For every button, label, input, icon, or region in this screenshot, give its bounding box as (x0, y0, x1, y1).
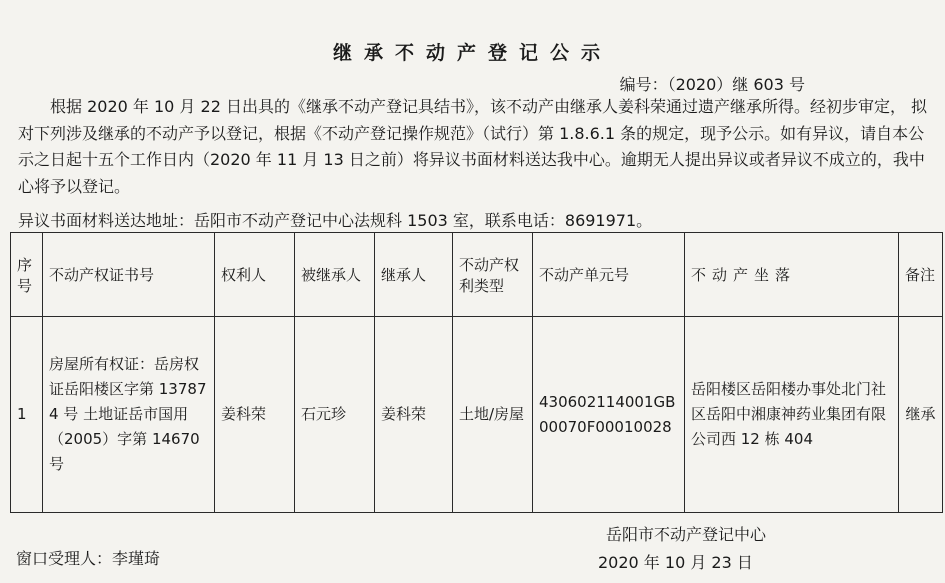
issuing-organization: 岳阳市不动产登记中心 (606, 525, 767, 544)
issue-date: 2020 年 10 月 23 日 (598, 553, 753, 572)
header-cert: 不动产权证书号 (43, 233, 215, 317)
notice-body (18, 94, 933, 200)
notice-paragraph: 根据 2020 年 10 月 22 日出具的《继承不动产登记具结书》，该不动产由继承人姜科荣通过遗产继承所得。经初步审定， 拟对下列涉及继承的不动产予以登记，根据《不动产登记操作规范》（试行）第 1.8.6.1 条的规定，现予公示。如有异议，请自本公示之日起十五个工作日内（2020 年 11 月 13 日之前）将异议书面材料送达我中心。逾期无人提出异议或者异议不成立的，我中心将予以登记。 (18, 97, 928, 196)
header-type: 不动产权利类型 (453, 233, 533, 317)
cell-holder: 姜科荣 (215, 317, 295, 513)
cell-heir: 姜科荣 (375, 317, 453, 513)
window-clerk: 窗口受理人：李瑾琦 (16, 549, 161, 568)
cell-note: 继承 (899, 317, 943, 513)
table-header-row (11, 233, 943, 317)
header-heir: 继承人 (375, 233, 453, 317)
cell-seq: 1 (11, 317, 43, 513)
cell-unit: 430602114001GB00070F00010028 (533, 317, 685, 513)
cell-location: 岳阳楼区岳阳楼办事处北门社区岳阳中湘康神药业集团有限公司西 12 栋 404 (685, 317, 899, 513)
header-seq: 序号 (11, 233, 43, 317)
header-location: 不动产坐落 (685, 233, 899, 317)
header-decedent: 被继承人 (295, 233, 375, 317)
header-holder: 权利人 (215, 233, 295, 317)
document-number: 编号：（2020）继 603 号 (619, 75, 805, 94)
page-title: 继承不动产登记公示 (332, 42, 612, 64)
header-unit: 不动产单元号 (533, 233, 685, 317)
objection-address: 异议书面材料送达地址：岳阳市不动产登记中心法规科 1503 室，联系电话：8691971。 (18, 211, 653, 230)
header-note: 备注 (899, 233, 943, 317)
table-row (11, 317, 943, 513)
cell-decedent: 石元珍 (295, 317, 375, 513)
cell-cert: 房屋所有权证：岳房权证岳阳楼区字第 137874 号 土地证岳市国用（2005）字第 14670 号 (43, 317, 215, 513)
registration-table (10, 232, 943, 513)
cell-type: 土地/房屋 (453, 317, 533, 513)
